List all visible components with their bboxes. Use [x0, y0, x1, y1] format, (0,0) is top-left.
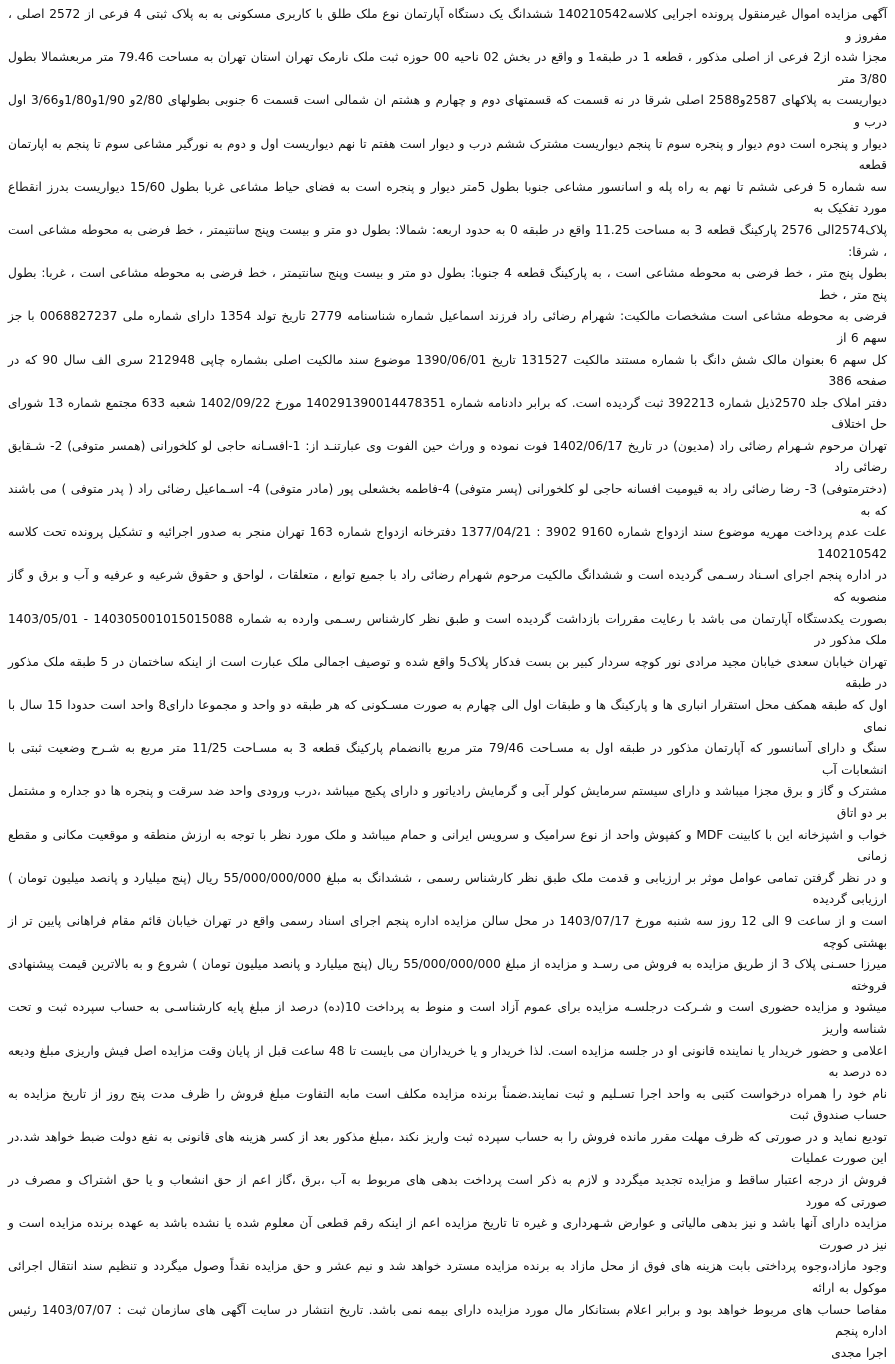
notice-line: دفتر املاک جلد 2570ذیل شماره 392213 ثبت گردیده است. که برابر دادنامه شماره 140291390014478351 مورخ 1402/09/22 شعبه 633 مجتمع شماره 13 شورای حل اختلاف — [8, 395, 887, 432]
notice-line: فرضی به محوطه مشاعی است مشخصات مالکیت: شهرام رضائی راد فرزند اسماعیل شماره شناسنامه 2779 تاریخ تولد 1354 دارای شماره ملی 0068827237 با جز سهم 6 از — [8, 309, 887, 345]
notice-line: و در نظر گرفتن تمامی عوامل موثر بر ارزیابی و قدمت ملک طبق نظر کارشناس رسمی ، ششدانگ به مبلغ 55/000/000/000 ریال (پنج میلیارد و پانصد میلیون تومان ) ارزیابی گردیده — [8, 870, 887, 907]
notice-line: در اداره پنجم اجرای اسـناد رسـمی گردیده است و ششدانگ مالکیت مرحوم شهرام رضائی راد با جمیع توابع ، متعلقات ، لواحق و حقوق شرعیه و عرفیه و آب و برق و گاز منصوبه که — [8, 568, 887, 605]
notice-line: میرزا حسـنی پلاک 3 از طریق مزایده به فروش می رسـد و مزایده از مبلغ 55/000/000/000 ریال (پنج میلیارد و پانصد میلیون تومان ) شروع و به بالاترین قیمت پیشنهادی فروخته — [8, 957, 887, 993]
notice-line: وجود مازاد،وجوه پرداختی بابت هزینه های فوق از محل مازاد به برنده مزایده مسترد خواهد شد و نیم عشر و حق مزایده نقداً وصول میگردد و تنظیم سند انتقال اجرائی موکول به ارائه — [8, 1259, 887, 1296]
notice-line: فروش از درجه اعتبار ساقط و مزایده تجدید میگردد و لازم به ذکر است پرداخت بدهی های مربوط به آب ،برق ،گاز اعم از حق انشعاب و یا حق اشتراک و مصرف در صورتی که مورد — [8, 1173, 887, 1209]
notice-line: بطول پنج متر ، خط فرضی به محوطه مشاعی است ، به پارکینگ قطعه 4 جنوبا: بطول دو متر و بیست وپنج سانتیمتر ، خط فرضی به محوطه مشاعی است ، غربا: بطول پنج متر ، خط — [8, 266, 888, 302]
notice-line: تهران خیابان سعدی خیابان مجید مرادی نور کوچه سردار کبیر بن بست فدکار پلاک5 واقع شده و توصیف اجمالی ملک عبارت است از اینکه ساختمان در 5 طبقه ملک مذکور در طبقه — [8, 654, 887, 691]
notice-line: سه شماره 5 فرعی ششم تا نهم به راه پله و اسانسور مشاعی جنوبا بطول 5متر دیوار و پنجره است به فضای حیاط مشاعی غربا بطول 15/60 دیواریست بدرز انقطاع مورد تفکیک به — [8, 179, 887, 216]
notice-line: است و از ساعت 9 الی 12 روز سه شنبه مورخ 1403/07/17 در محل سالن مزایده اداره پنجم اجرای اسناد رسمی واقع در تهران خیابان قائم مقام فراهانی پایین تر از بهشتی کوچه — [8, 913, 887, 950]
notice-line: دیوار و پنجره است دوم دیوار و پنجره سوم تا پنجم دیواریست مشترک ششم درب و دیوار است هفتم تا نهم دیواریست اول و دوم به نورگیر مشاعی سوم تا پنجم به اپارتمان قطعه — [8, 136, 887, 173]
notice-line: (دخترمتوفی) 3- رضا رضائی راد به قیومیت افسانه حاجی لو کلخورانی (پسر متوفی) 4-فاطمه بخشعلی پور (مادر متوفی) 4- اسـماعیل رضائی راد ( پدر متوفی ) می باشند که به — [8, 482, 887, 518]
auction-notice-text — [8, 4, 887, 1364]
notice-line: نام خود را همراه درخواست کتبی به واحد اجرا تسـلیم و ثبت نمایند.ضمناً برنده مزایده مکلف است مابه التفاوت مبلغ فروش را ظرف مدت پنج روز از تاریخ مزایده به حساب صندوق ثبت — [8, 1086, 887, 1123]
notice-line: خواب و اشپزخانه این با کابینت MDF و کفپوش واحد از نوع سرامیک و سرویس ایرانی و حمام میباشد و ملک مورد نظر با توجه به ارزش منطقه و موقعیت مکانی و مقطع زمانی — [8, 827, 887, 864]
notice-line: میشود و مزایده حضوری است و شـرکت درجلسـه مزایده برای عموم آزاد است و منوط به پرداخت 10(ده) درصد از مبلغ پایه کارشناسـی به حساب سپرده ثبت و تحت شناسه واریز — [8, 1000, 887, 1036]
notice-line: پلاک2574الی 2576 پارکینگ قطعه 3 به مساحت 11.25 واقع در طبقه 0 به حدود اربعه: شمالا: بطول دو متر و بیست وپنج سانتیمتر ، خط فرضی به محوطه مشاعی است ، شرقا: — [8, 222, 887, 259]
notice-line-last: اجرا مجدی — [831, 1345, 887, 1360]
notice-line: اعلامی و حضور خریدار یا نماینده قانونی او در جلسه مزایده است. لذا خریدار و یا خریداران می بایست تا 48 ساعت قبل از پایان وقت مزایده اصل فیش واریزی مبلغ ودیعه ده درصد به — [8, 1043, 887, 1080]
notice-line: اول که طبقه همکف محل استقرار انباری ها و پارکینگ ها و طبقات اول الی چهارم به صورت مسـکونی که هر طبقه دو واحد و مجموعا دارای8 واحد است حدودا 15 سال با نمای — [8, 698, 887, 734]
notice-line: علت عدم پرداخت مهریه موضوع سند ازدواج شماره 9160 3902 : 1377/04/21 دفترخانه ازدواج شماره 163 تهران منجر به صدور اجرائیه و تشکیل پرونده تحت کلاسه 140210542 — [8, 525, 888, 561]
notice-line: بصورت یکدستگاه آپارتمان می باشد با رعایت مقررات بازداشت گردیده است و طبق نظر کارشناس رسـمی وارده به شماره 140305001015015088 - 1403/05/01 ملک مذکور در — [8, 611, 887, 648]
notice-line: دیواریست به پلاکهای 2587و2588 اصلی شرقا در نه قسمت که قسمتهای دوم و چهارم و هشتم ان شمالی است قسمت 6 جنوبی بطولهای 2/80و 1/90و1/80و3/66 اول درب و — [8, 93, 887, 129]
notice-line: تودیع نماید و در صورتی که ظرف مهلت مقرر مانده فروش را به حساب سپرده ثبت واریز نکند ،مبلغ مذکور بعد از کسر هزینه های قانونی به نفع دولت ضبط خواهد شد.در این صورت عملیات — [8, 1129, 887, 1166]
notice-line: تهران مرحوم شـهرام رضائی راد (مدیون) در تاریخ 1402/06/17 فوت نموده و وراث حین الفوت وی عبارتنـد از: 1-افسـانه حاجی لو کلخورانی (همسر متوفی) 2- شـقایق رضائی راد — [8, 438, 887, 475]
notice-line: مجزا شده از2 فرعی از اصلی مذکور ، قطعه 1 در طبقه1 و واقع در بخش 02 ناحیه 00 حوزه ثبت ملک نارمک تهران استان تهران به مساحت 79.46 متر مربعشمالا بطول 3/80 متر — [8, 50, 887, 86]
notice-line: آگهی مزایده اموال غیرمنقول پرونده اجرایی کلاسه140210542 ششدانگ یک دستگاه آپارتمان نوع ملک طلق با کاربری مسکونی به به پلاک ثبتی 4 فرعی از 2572 اصلی ، مفروز و — [8, 7, 888, 43]
notice-line: مزایده دارای آنها باشد و نیز بدهی مالیاتی و عوارض شـهرداری و غیره تا تاریخ مزایده اعم از اینکه رقم قطعی آن معلوم شده یا نشده باشد به عهده برنده مزایده است و نیز در صورت — [8, 1216, 887, 1252]
notice-line: مفاصا حساب های مربوط خواهد بود و برابر اعلام بستانکار مال مورد مزایده دارای بیمه نمی باشد. تاریخ انتشار در سایت آگهی های سازمان ثبت : 1403/07/07 رئیس اداره پنجم — [8, 1302, 887, 1339]
notice-line: سنگ و دارای آسانسور که آپارتمان مذکور در طبقه اول به مسـاحت 79/46 متر مربع باانضمام پارکینگ قطعه 3 به مسـاحت 11/25 متر مربع به شـرح وضعیت ثبتی با انشعابات آب — [8, 741, 888, 777]
notice-line: کل سهم 6 بعنوان مالک شش دانگ با شماره مستند مالکیت 131527 تاریخ 1390/06/01 موضوع سند مالکیت اصلی بشماره چاپی 212948 سری الف سال 90 که در صفحه 386 — [8, 352, 887, 389]
notice-line: مشترک و گاز و برق مجزا میباشد و دارای سیستم سرمایش کولر آبی و گرمایش رادیاتور و دارای پکیج میباشد ،درب ورودی واحد ضد سرقت و پنجره ها دو جداره و مشتمل بر دو اتاق — [8, 784, 887, 820]
